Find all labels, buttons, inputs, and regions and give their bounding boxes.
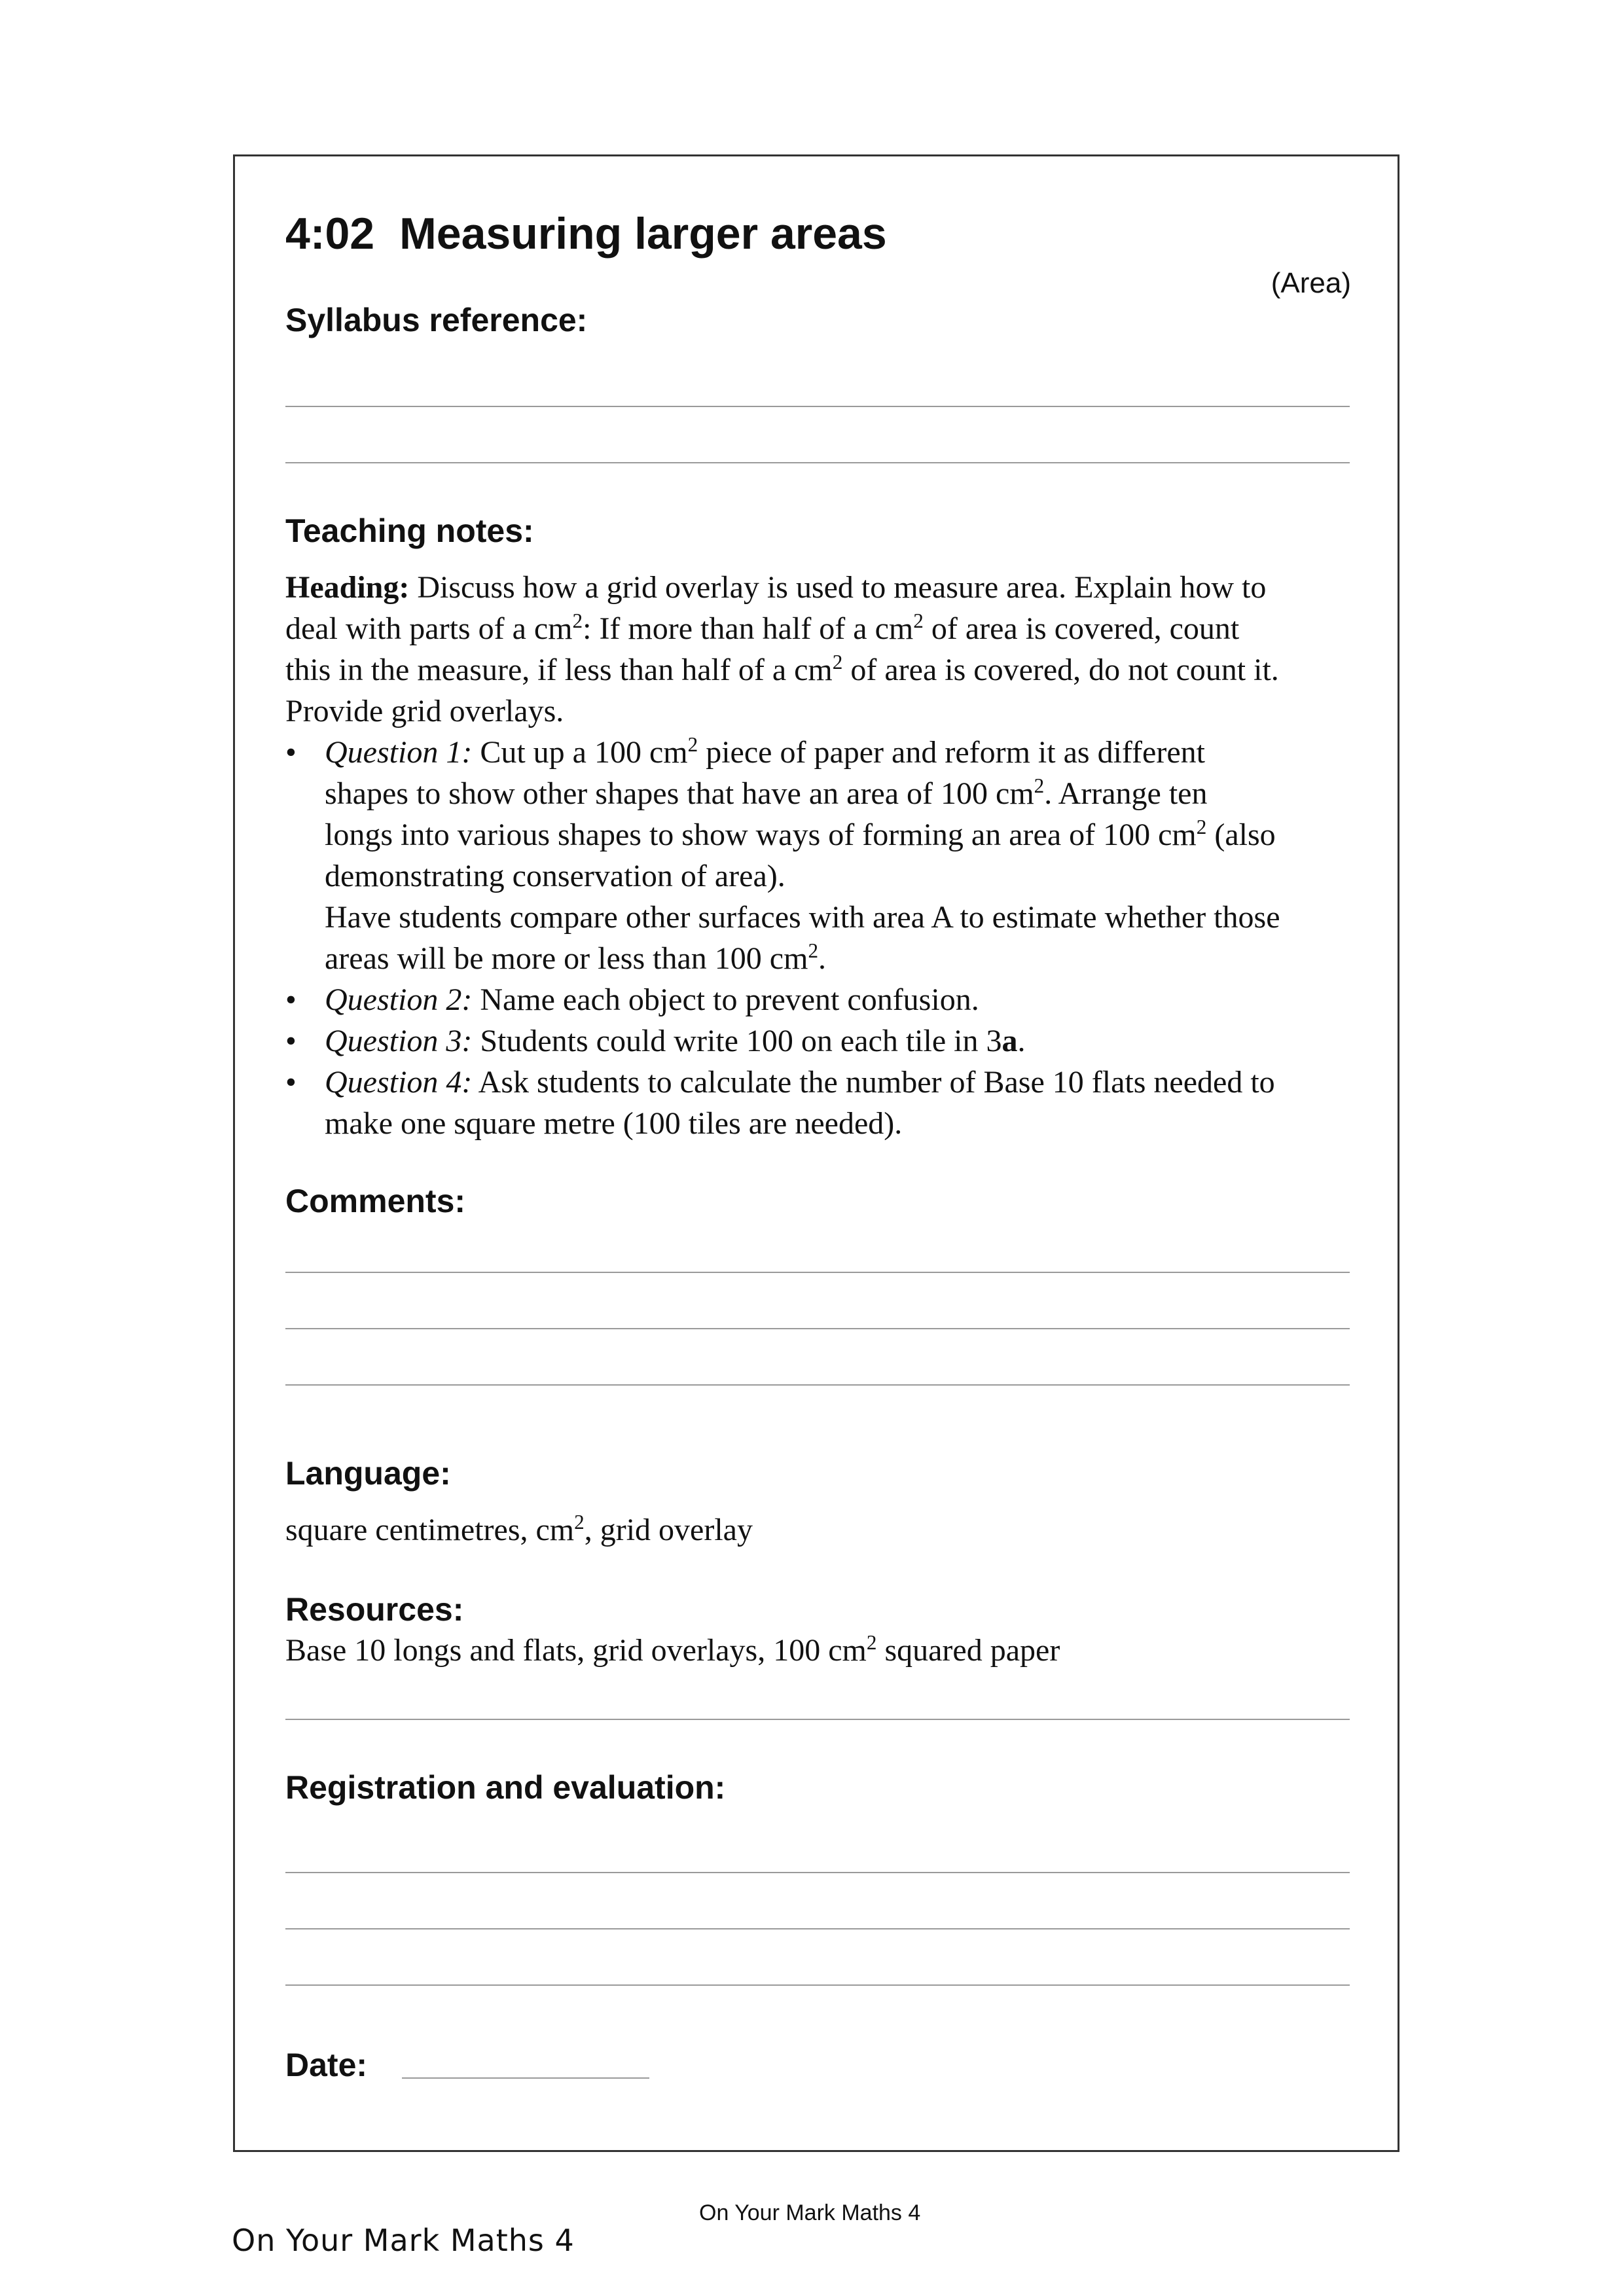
- question-notes-list: [285, 732, 1359, 1144]
- intro-line-3: this in the measure, if less than half of a $cm^2$ of area is covered, do not count it.: [285, 650, 1279, 687]
- question-1-note: • Question 1: Cut up a 100 $cm^2$ piece of paper and reform it as different shapes to show other shapes that have an area of 100 $cm^2$. Arrange ten longs into various shapes to show ways of forming an area of 100 $cm^2$ (also demonstrating conservation of area). Have students compare other surfaces with area A to estimate whether those areas will be more or less than 100 $cm^2$.: [285, 732, 1280, 976]
- intro-line-2: deal with parts of a $cm^2$: If more than half of a $cm^2$ of area is covered, count: [285, 609, 1240, 646]
- comments-line-2: [285, 1328, 1350, 1329]
- bullet-icon: •: [285, 1024, 297, 1058]
- comments-line-1: [285, 1272, 1350, 1273]
- lesson-title: Measuring larger areas: [399, 209, 887, 259]
- bullet-icon: •: [285, 1065, 297, 1100]
- page-title: [285, 208, 887, 259]
- intro-label: Heading:: [285, 570, 410, 605]
- bullet-icon: •: [285, 735, 297, 770]
- syllabus-line-2: [285, 462, 1350, 463]
- syllabus-heading: Syllabus reference:: [285, 302, 588, 338]
- footer-center-title: On Your Mark Maths 4: [699, 2200, 921, 2225]
- syllabus-line-1: [285, 406, 1350, 407]
- comments-heading: Comments:: [285, 1183, 466, 1219]
- question-2-note: • Question 2: Name each object to prevent confusion.: [285, 979, 1359, 1020]
- intro-line-4: Provide grid overlays.: [285, 694, 564, 728]
- bullet-icon: •: [285, 982, 297, 1017]
- resources-text: Base 10 longs and flats, grid overlays, 100 $cm^2$ squared paper: [285, 1630, 1060, 1668]
- topic-tag: (Area): [1271, 267, 1351, 299]
- language-text: square centimetres, $cm^2$, grid overlay: [285, 1510, 753, 1547]
- language-heading: Language:: [285, 1455, 451, 1492]
- registration-line-3: [285, 1984, 1350, 1986]
- registration-line-1: [285, 1872, 1350, 1873]
- teaching-notes-heading: Teaching notes:: [285, 512, 534, 549]
- footer-left-title: On Your Mark Maths 4: [232, 2223, 575, 2258]
- teaching-notes-body: [285, 567, 1359, 1144]
- resources-line: [285, 1719, 1350, 1720]
- date-label: Date:: [285, 2047, 368, 2083]
- question-3-note: • Question 3: Students could write 100 on each tile in 3a.: [285, 1020, 1359, 1062]
- date-field-line: [402, 2077, 649, 2079]
- comments-line-3: [285, 1384, 1350, 1386]
- question-4-note: • Question 4: Ask students to calculate the number of Base 10 flats needed to make one square metre (100 tiles are needed).: [285, 1062, 1359, 1144]
- lesson-number: 4:02: [285, 209, 375, 259]
- registration-heading: Registration and evaluation:: [285, 1769, 726, 1806]
- page-frame: [233, 154, 1399, 2152]
- intro-line-1: Heading: Discuss how a grid overlay is used to measure area. Explain how to: [285, 570, 1267, 605]
- resources-heading: Resources:: [285, 1591, 464, 1628]
- registration-line-2: [285, 1928, 1350, 1929]
